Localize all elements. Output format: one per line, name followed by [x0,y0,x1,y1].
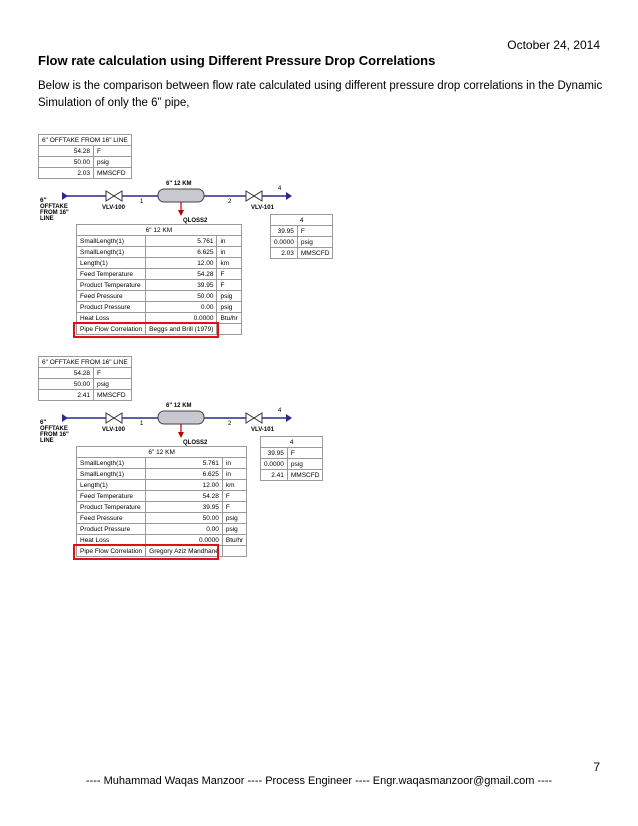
pipe-prop-label: Length(1) [77,480,146,491]
pipe-prop-value: 0.00 [146,524,223,535]
pipe-prop-unit: in [217,247,241,258]
pipe-prop-unit: Btu/hr [222,535,246,546]
pipe-prop-value: 6.625 [146,469,223,480]
pipe-prop-unit: in [222,469,246,480]
pipe-prop-label: Feed Temperature [77,491,146,502]
offtake-unit: psig [94,379,132,390]
stream4-table [270,214,333,259]
pipe-prop-unit: psig [217,302,241,313]
pipe-table-title: 6" 12 KM [77,447,247,458]
source-label-1: 6" [40,420,47,426]
offtake-value: 2.03 [39,168,94,179]
pipe-correlation-value: Beggs and Brill (1979) [146,324,217,335]
pipe-prop-value: 12.00 [146,480,223,491]
pipe-prop-value: 54.28 [146,491,223,502]
product-arrow-icon [286,414,292,422]
pipe-prop-label: Heat Loss [77,313,146,324]
pipe-prop-unit [217,324,241,335]
source-label-4: LINE [40,438,54,444]
correlation-highlight [73,322,219,338]
stream4-value: 39.95 [261,448,288,459]
pipe-prop-value: 0.00 [146,302,217,313]
pipe-prop-value: 6.625 [146,247,217,258]
offtake-table-title: 6" OFFTAKE FROM 16" LINE [39,135,132,146]
heat-loss-arrow-icon [178,432,184,438]
intro-paragraph: Below is the comparison between flow rate calculated using different pressure drop correlations in the Dynamic Simulation of only the 6” pipe, [38,80,603,109]
pipe-prop-value: 39.95 [146,502,223,513]
pipe-prop-value: 5.761 [146,236,217,247]
valve-icon [106,413,122,423]
offtake-unit: psig [94,157,132,168]
page-number: 7 [593,760,600,774]
pipe-properties-table [76,224,242,335]
pipe-prop-label: Pipe Flow Correlation [77,324,146,335]
pipe-prop-unit: psig [217,291,241,302]
product-arrow-icon [286,192,292,200]
offtake-table [38,356,132,401]
page-date: October 24, 2014 [507,38,600,52]
valve2-label: VLV-101 [251,205,274,211]
offtake-value: 54.28 [39,368,94,379]
pipe-prop-label: SmallLength(1) [77,236,146,247]
stream4-value: 39.95 [271,226,298,237]
stream2-label: 2 [228,421,232,427]
source-label-4: LINE [40,216,54,222]
pipe-prop-label: SmallLength(1) [77,247,146,258]
stream4-table [260,436,323,481]
pipe-prop-value: 5.761 [146,458,223,469]
pipe-prop-label: SmallLength(1) [77,469,146,480]
pipe-prop-value: 50.00 [146,291,217,302]
pipe-prop-unit: F [222,502,246,513]
qloss-label: QLOSS2 [183,440,208,446]
stream4-table-title: 4 [261,437,323,448]
pipe-prop-label: SmallLength(1) [77,458,146,469]
offtake-value: 50.00 [39,157,94,168]
offtake-unit: MMSCFD [94,168,132,179]
correlation-highlight [73,544,219,560]
pipe-prop-label: Heat Loss [77,535,146,546]
source-label-3: FROM 16" [40,210,69,216]
offtake-table [38,134,132,179]
pipe-table-title: 6" 12 KM [77,225,242,236]
pipe-prop-label: Feed Temperature [77,269,146,280]
pipe-prop-label: Length(1) [77,258,146,269]
pipe-prop-value: 0.0000 [146,313,217,324]
page-footer: ---- Muhammad Waqas Manzoor ---- Process Engineer ---- Engr.waqasmanzoor@gmail.com ---- [85,775,553,787]
flowsheet [38,176,308,226]
offtake-unit: F [94,368,132,379]
pipe-prop-label: Feed Pressure [77,291,146,302]
stream4-table-title: 4 [271,215,333,226]
source-label-1: 6" [40,197,47,204]
pipe-prop-unit: in [222,458,246,469]
offtake-unit: MMSCFD [94,390,132,401]
pipe-prop-value: 39.95 [146,280,217,291]
offtake-value: 50.00 [39,379,94,390]
stream4-unit: MMSCFD [287,470,323,481]
stream4-unit: F [297,226,333,237]
pipe-prop-value: 0.0000 [146,535,223,546]
pipe-correlation-value: Gregory Aziz Mandhane [146,546,223,557]
heat-loss-arrow-icon [178,210,184,216]
pipe-prop-label: Product Temperature [77,280,146,291]
source-label-2: OFFTAKE [40,204,68,210]
pipe-prop-unit: psig [222,513,246,524]
valve-icon [106,191,122,201]
offtake-table-title: 6" OFFTAKE FROM 16" LINE [39,357,132,368]
stream4-label: 4 [278,186,282,192]
section-title: Flow rate calculation using Different Pressure Drop Correlations [38,53,436,68]
qloss-label: QLOSS2 [183,218,208,224]
pipe-segment-icon [158,189,204,202]
valve-icon [246,191,262,201]
pipe-prop-unit: km [222,480,246,491]
valve2-label: VLV-101 [251,427,274,433]
stream1-label: 1 [140,199,144,205]
pipe-prop-unit: km [217,258,241,269]
pipe-prop-unit: psig [222,524,246,535]
valve1-label: VLV-100 [102,427,125,433]
stream4-value: 2.41 [261,470,288,481]
pipe-prop-label: Product Temperature [77,502,146,513]
pipe-label: 6" 12 KM [166,181,192,187]
stream4-unit: F [287,448,323,459]
pipe-prop-label: Product Pressure [77,524,146,535]
stream4-unit: psig [287,459,323,470]
pipe-prop-value: 50.00 [146,513,223,524]
pipe-prop-unit: F [222,491,246,502]
pipe-label: 6" 12 KM [166,403,192,409]
stream4-unit: psig [297,237,333,248]
valve-icon [246,413,262,423]
offtake-value: 2.41 [39,390,94,401]
pipe-prop-unit [222,546,246,557]
stream2-label: 2 [228,199,232,205]
source-label-2: OFFTAKE [40,426,68,432]
pipe-prop-label: Pipe Flow Correlation [77,546,146,557]
stream4-unit: MMSCFD [297,248,333,259]
stream4-label: 4 [278,408,282,414]
pipe-prop-value: 54.28 [146,269,217,280]
offtake-unit: F [94,146,132,157]
stream4-value: 0.0000 [271,237,298,248]
pipe-prop-label: Product Pressure [77,302,146,313]
source-arrow-icon [62,192,68,200]
valve1-label: VLV-100 [102,205,125,211]
pipe-prop-unit: in [217,236,241,247]
stream4-value: 0.0000 [261,459,288,470]
pipe-prop-label: Feed Pressure [77,513,146,524]
pipe-prop-value: 12.00 [146,258,217,269]
pipe-prop-unit: F [217,280,241,291]
pipe-segment-icon [158,411,204,424]
offtake-value: 54.28 [39,146,94,157]
source-arrow-icon [62,414,68,422]
pipe-properties-table [76,446,247,557]
stream4-value: 2.03 [271,248,298,259]
source-label-3: FROM 16" [40,432,69,438]
stream1-label: 1 [140,421,144,427]
pipe-prop-unit: F [217,269,241,280]
pipe-prop-unit: Btu/hr [217,313,241,324]
